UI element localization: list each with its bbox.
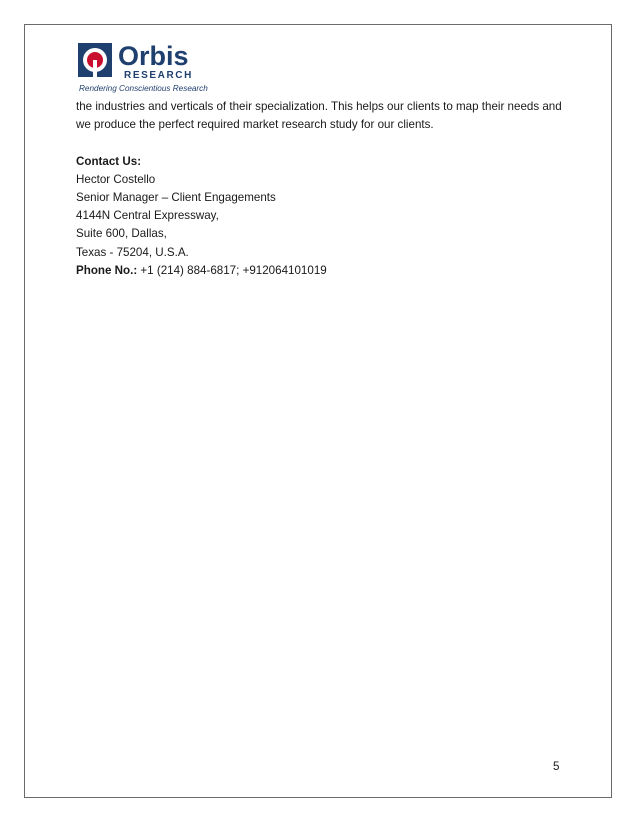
page-number: 5 xyxy=(553,760,560,773)
document-body xyxy=(76,98,576,280)
logo-brand-name: Orbis xyxy=(118,41,189,71)
contact-name: Hector Costello xyxy=(76,172,156,186)
phone-label: Phone No.: xyxy=(76,263,138,277)
address-line-1: 4144N Central Expressway, xyxy=(76,209,219,223)
phone-value: +1 (214) 884-6817; +912064101019 xyxy=(137,263,327,277)
logo-emblem-stem xyxy=(93,60,97,77)
logo-brand-sub: RESEARCH xyxy=(124,70,193,81)
orbis-research-logo xyxy=(76,37,216,97)
intro-line-2: we produce the perfect required market research study for our clients. xyxy=(76,118,434,132)
contact-heading: Contact Us: xyxy=(76,154,142,168)
address-line-2: Suite 600, Dallas, xyxy=(76,227,167,241)
phone-line xyxy=(76,262,576,280)
contact-title: Senior Manager – Client Engagements xyxy=(76,191,276,204)
logo-graphic xyxy=(76,37,216,97)
intro-line-1: the industries and verticals of their specialization. This helps our clients to map their needs and xyxy=(76,100,562,113)
paragraph-spacer xyxy=(76,134,576,152)
address-line-3: Texas - 75204, U.S.A. xyxy=(76,245,189,259)
logo-tagline: Rendering Conscientious Research xyxy=(79,84,208,93)
